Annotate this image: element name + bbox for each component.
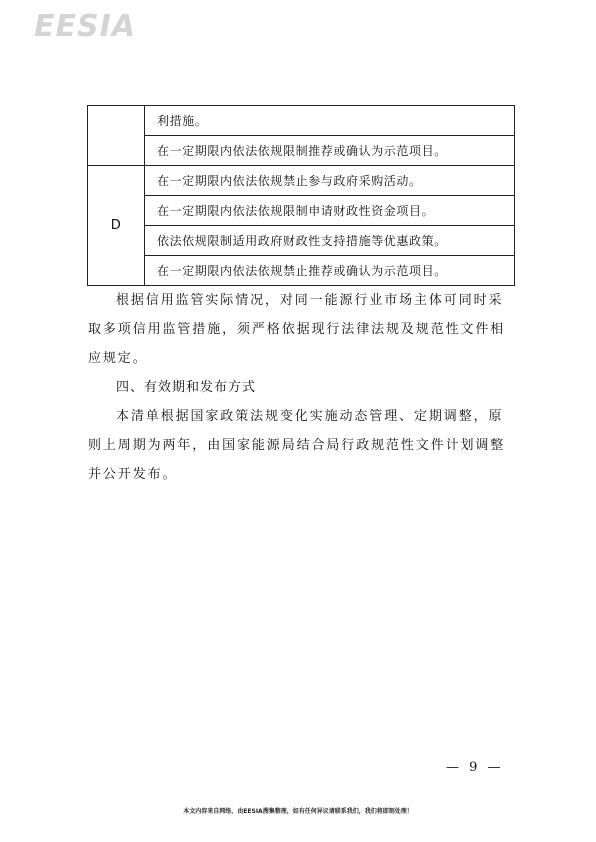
section-heading: 四、有效期和发布方式 [116, 380, 257, 395]
footer-disclaimer: 本文内容来自网络，由EESIA搜集整理，如有任何异议请联系我们，我们将即刻处理！ [183, 808, 413, 815]
table-row [88, 226, 515, 256]
table-row [88, 256, 515, 286]
measure-cell: 在一定期限内依法依规限制推荐或确认为示范项目。 [145, 136, 515, 166]
table-row [88, 136, 515, 166]
measure-cell: 在一定期限内依法依规禁止推荐或确认为示范项目。 [145, 256, 515, 286]
measure-cell: 在一定期限内依法依规限制申请财政性资金项目。 [145, 196, 515, 226]
table-row [88, 196, 515, 226]
paragraph-validity: 本清单根据国家政策法规变化实施动态管理、定期调整，原则上周期为两年，由国家能源局结合局行政规范性文件计划调整并公开发布。 [88, 409, 506, 482]
credit-measures-table [87, 105, 515, 286]
measure-cell: 依法依规限制适用政府财政性支持措施等优惠政策。 [145, 226, 515, 256]
measure-cell: 在一定期限内依法依规禁止参与政府采购活动。 [145, 166, 515, 196]
page-number: — 9 — [446, 760, 504, 775]
table-row [88, 166, 515, 196]
grade-cell-continued [88, 106, 145, 166]
table-row [88, 106, 515, 136]
paragraph-credit-measures: 根据信用监管实际情况，对同一能源行业市场主体可同时采取多项信用监管措施，须严格依据现行法律法规及规范性文件相应规定。 [88, 293, 506, 366]
eesia-logo: EESIA [34, 9, 136, 44]
measure-cell: 利措施。 [145, 106, 515, 136]
grade-cell-d: D [88, 166, 145, 286]
